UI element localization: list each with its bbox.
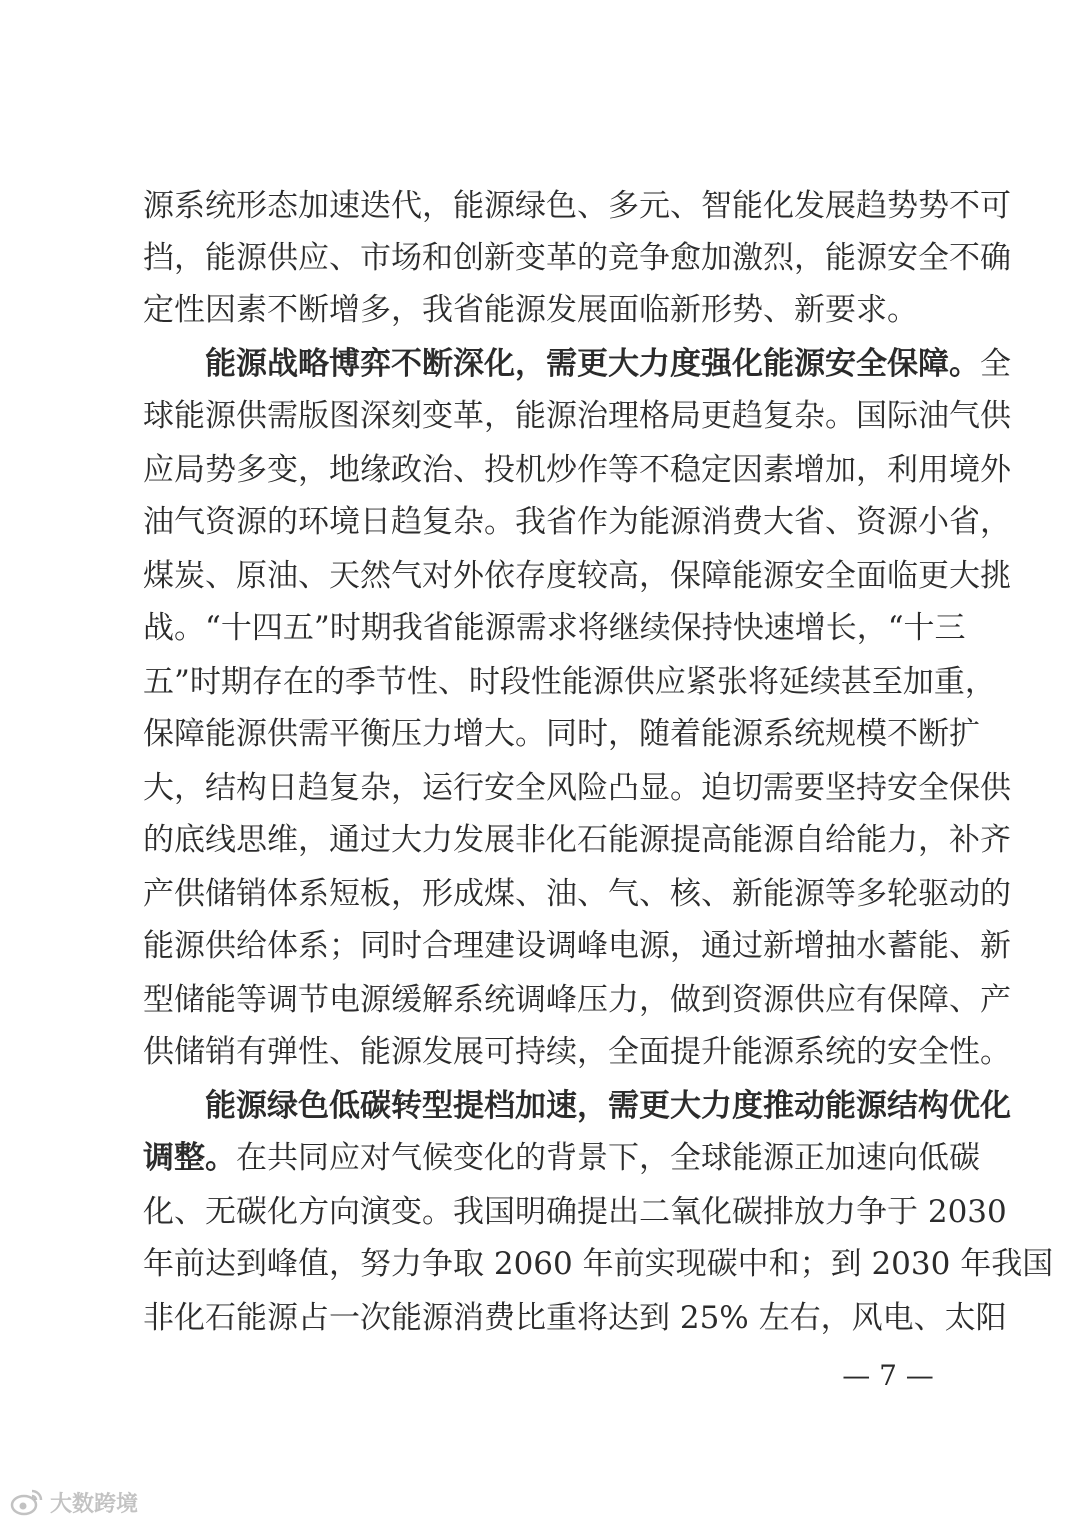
line-text: 定性因素不断增多，我省能源发展面临新形势、新要求。 [143,292,918,328]
text-line [143,290,936,330]
line-text: 保障能源供需平衡压力增大。同时，随着能源系统规模不断扩 [143,716,980,752]
paragraph-indent [143,1088,205,1124]
text-line [143,396,1011,436]
watermark-logo-icon [10,1487,44,1517]
line-text: 产供储销体系短板，形成煤、油、气、核、新能源等多轮驱动的 [143,876,1011,912]
line-text: 的底线思维，通过大力发展非化石能源提高能源自给能力，补齐 [143,822,1011,858]
text-line [143,238,1011,278]
line-text: 挡，能源供应、市场和创新变革的竞争愈加激烈，能源安全不确 [143,240,1011,276]
text-line [143,768,1011,808]
text-line [143,926,1011,966]
text-line [143,714,980,754]
line-text: 大，结构日趋复杂，运行安全风险凸显。迫切需要坚持安全保供 [143,770,1011,806]
bold-heading-text: 调整。 [143,1140,236,1176]
watermark-text: 大数跨境 [50,1491,139,1517]
line-text: 五”时期存在的季节性、时段性能源供应紧张将延续甚至加重， [143,664,996,700]
text-line [143,874,1011,914]
watermark [10,1484,138,1520]
text-line [143,980,1011,1020]
text-line [143,820,1011,860]
line-text: 供储销有弹性、能源发展可持续，全面提升能源系统的安全性。 [143,1034,1011,1070]
line-text: 型储能等调节电源缓解系统调峰压力，做到资源供应有保障、产 [143,982,1011,1018]
line-text: 非化石能源占一次能源消费比重将达到 25% 左右，风电、太阳 [143,1300,1007,1336]
text-line [143,608,966,648]
text-line [143,662,996,702]
bold-heading-text: 能源绿色低碳转型提档加速，需更大力度推动能源结构优化 [205,1088,1011,1124]
line-text: 油气资源的环境日趋复杂。我省作为能源消费大省、资源小省， [143,504,1011,540]
line-text: 全 [980,346,1011,382]
text-line [143,450,1011,490]
line-text: 源系统形态加速迭代，能源绿色、多元、智能化发展趋势势不可 [143,188,1011,224]
text-line [143,1298,1007,1338]
text-line [143,1244,1054,1284]
line-text: 年前达到峰值，努力争取 2060 年前实现碳中和；到 2030 年我国 [143,1246,1054,1282]
line-text: 在共同应对气候变化的背景下，全球能源正加速向低碳 [236,1140,980,1176]
text-line [143,1032,1011,1072]
text-line [143,1086,1011,1126]
text-line [143,344,1011,384]
line-text: 煤炭、原油、天然气对外依存度较高，保障能源安全面临更大挑 [143,558,1011,594]
page-number: — 7 — [842,1359,934,1392]
paragraph-indent [143,346,205,382]
text-line [143,1138,980,1178]
text-line [143,556,1011,596]
text-line [143,1192,1007,1232]
line-text: 应局势多变，地缘政治、投机炒作等不稳定因素增加，利用境外 [143,452,1011,488]
line-text: 化、无碳化方向演变。我国明确提出二氧化碳排放力争于 2030 [143,1194,1007,1230]
line-text: 球能源供需版图深刻变革，能源治理格局更趋复杂。国际油气供 [143,398,1011,434]
line-text: 战。“十四五”时期我省能源需求将继续保持快速增长，“十三 [143,610,966,646]
text-line [143,502,1011,542]
text-line [143,186,1011,226]
bold-heading-text: 能源战略博弈不断深化，需更大力度强化能源安全保障。 [205,346,980,382]
line-text: 能源供给体系；同时合理建设调峰电源，通过新增抽水蓄能、新 [143,928,1011,964]
